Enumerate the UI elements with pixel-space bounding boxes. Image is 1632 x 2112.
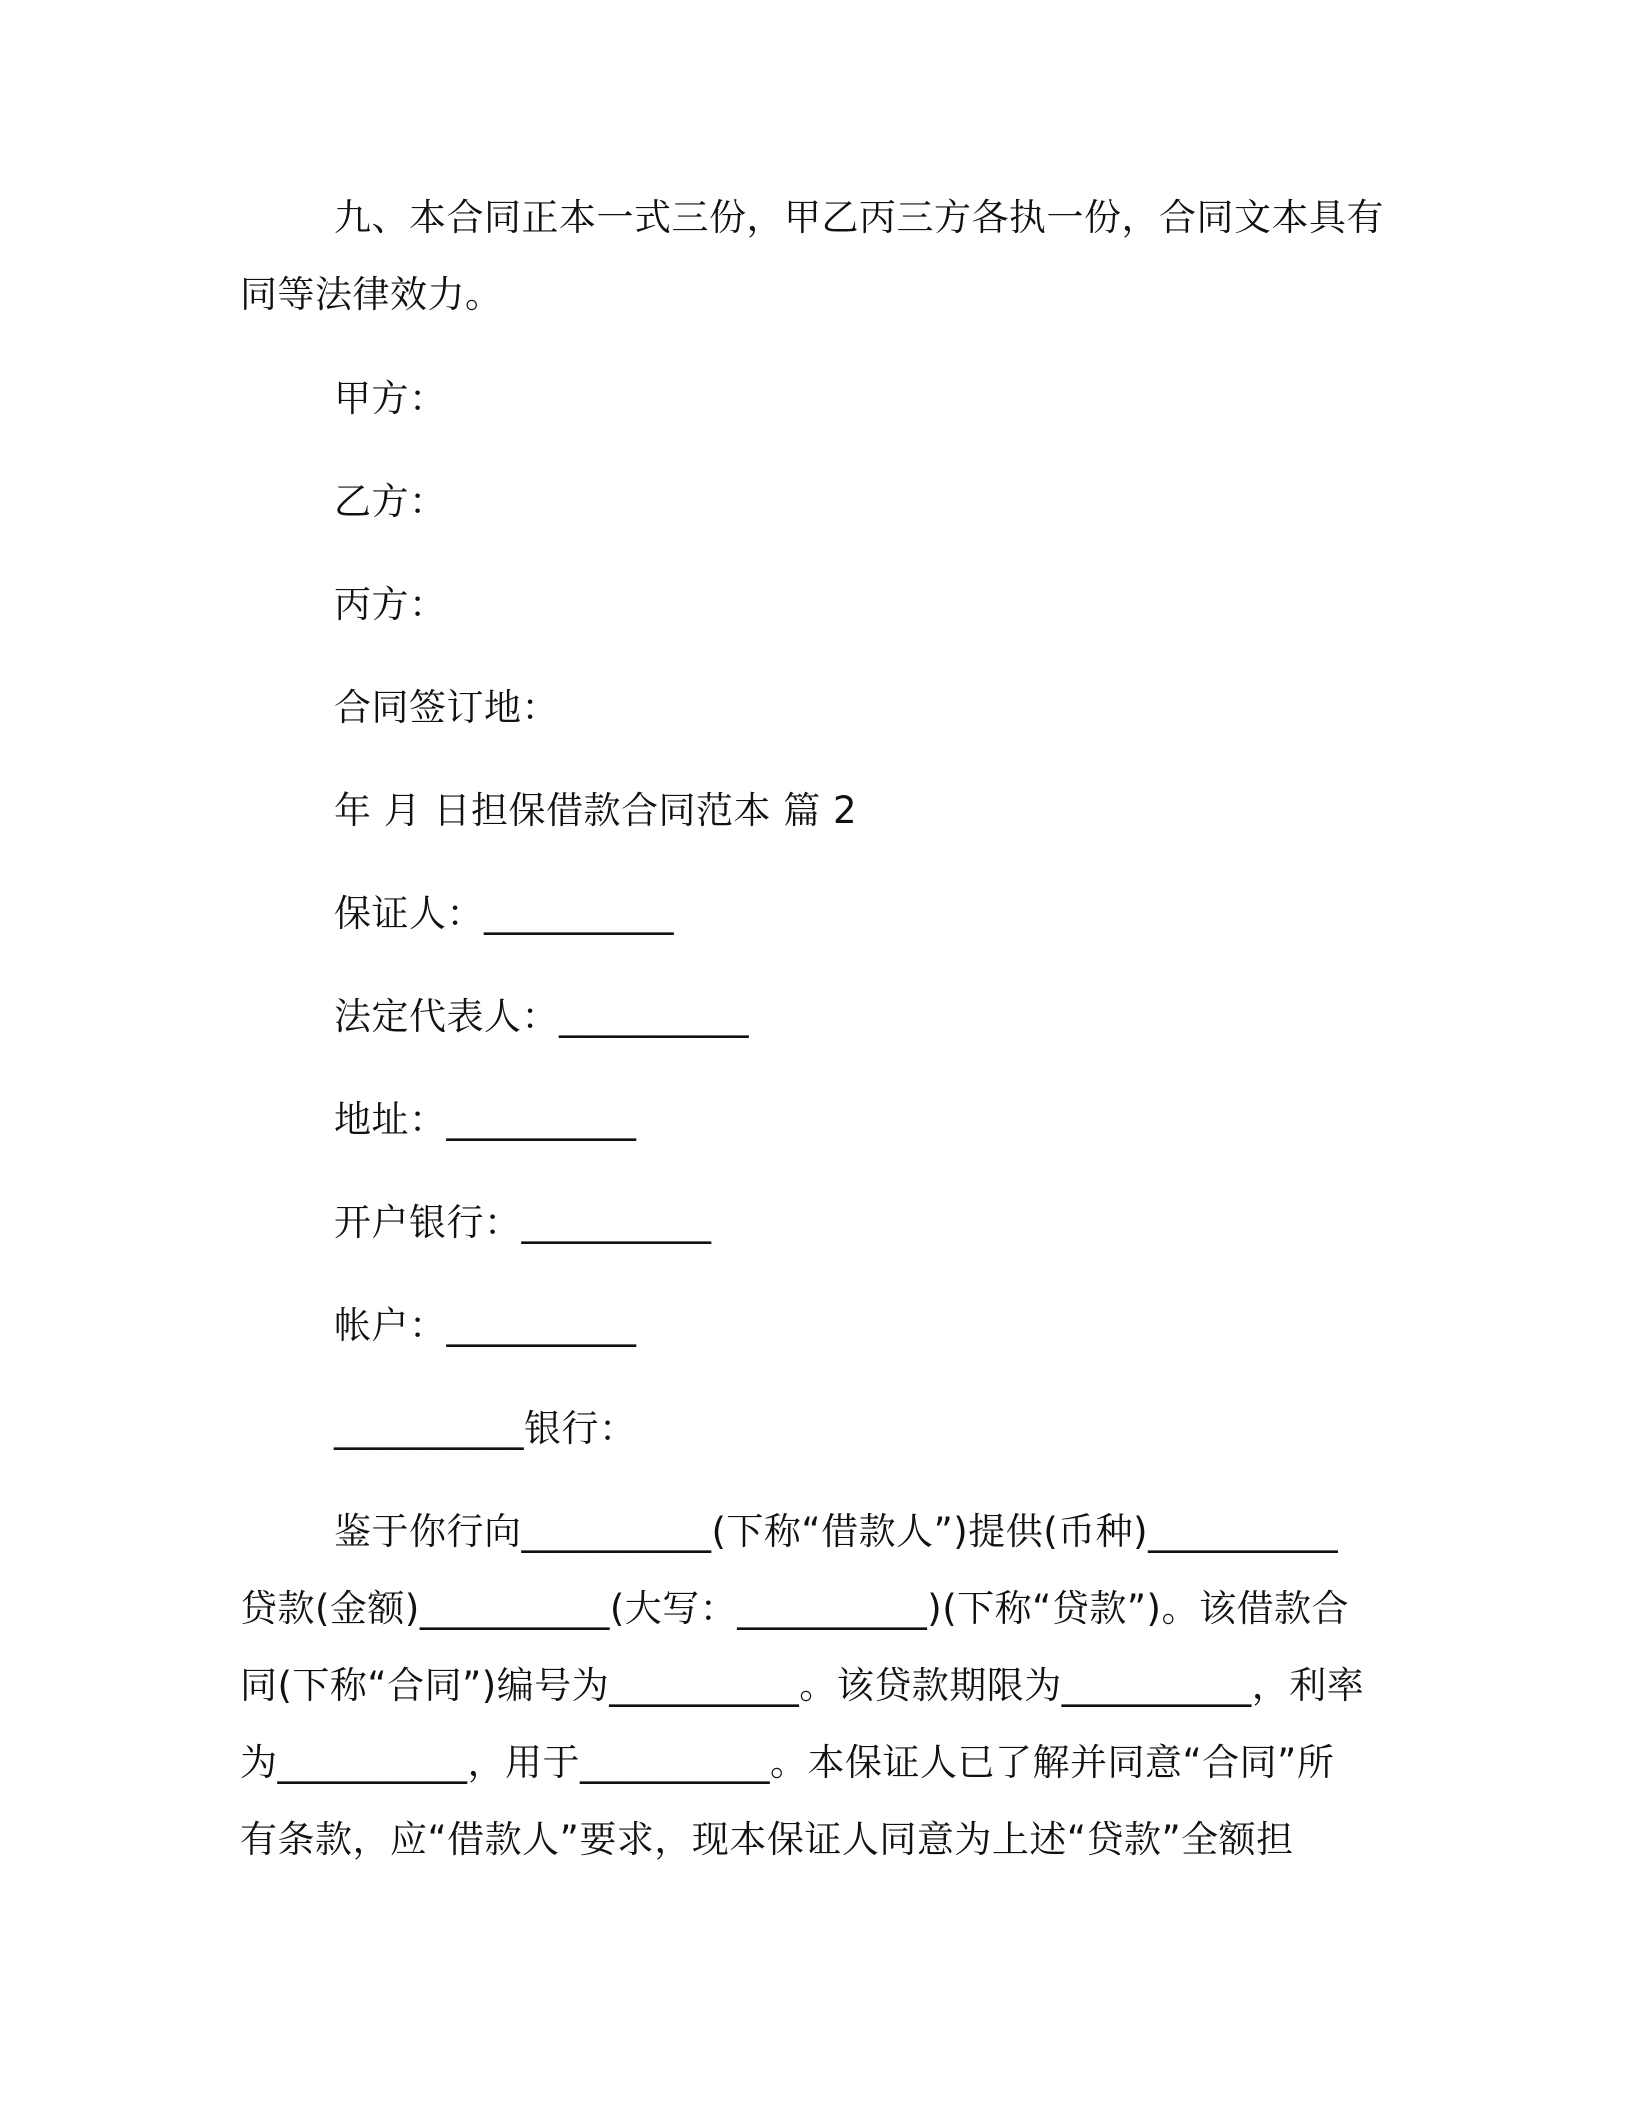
signing-place-label: 合同签订地： (334, 686, 559, 729)
party-a-label: 甲方： (334, 377, 447, 420)
body-paragraph-line-1: 鉴于你行向__________(下称“借款人”)提供(币种)__________ (334, 1510, 1339, 1553)
body-paragraph-line-5: 有条款，应“借款人”要求，现本保证人同意为上述“贷款”全额担 (240, 1818, 1294, 1861)
address-field: 地址：__________ (334, 1098, 637, 1141)
guarantor-field: 保证人：__________ (334, 892, 674, 935)
body-paragraph-line-3: 同(下称“合同”)编号为__________。该贷款期限为__________，利率 (240, 1664, 1365, 1707)
clause-nine-line-2: 同等法律效力。 (240, 273, 503, 316)
account-field: 帐户：__________ (334, 1304, 637, 1347)
party-b-label: 乙方： (334, 480, 447, 523)
clause-nine-line-1: 九、本合同正本一式三份，甲乙丙三方各执一份，合同文本具有 (334, 196, 1384, 239)
body-paragraph-line-4: 为__________，用于__________。本保证人已了解并同意“合同”所 (240, 1741, 1335, 1784)
legal-representative-field: 法定代表人：__________ (334, 995, 749, 1038)
body-paragraph-line-2: 贷款(金额)__________(大写：__________)(下称“贷款”)。该借款合 (240, 1587, 1349, 1630)
section-title: 年 月 日担保借款合同范本 篇 2 (334, 789, 858, 832)
recipient-bank-field: __________银行： (334, 1407, 637, 1450)
party-c-label: 丙方： (334, 583, 447, 626)
bank-field: 开户银行：__________ (334, 1201, 712, 1244)
